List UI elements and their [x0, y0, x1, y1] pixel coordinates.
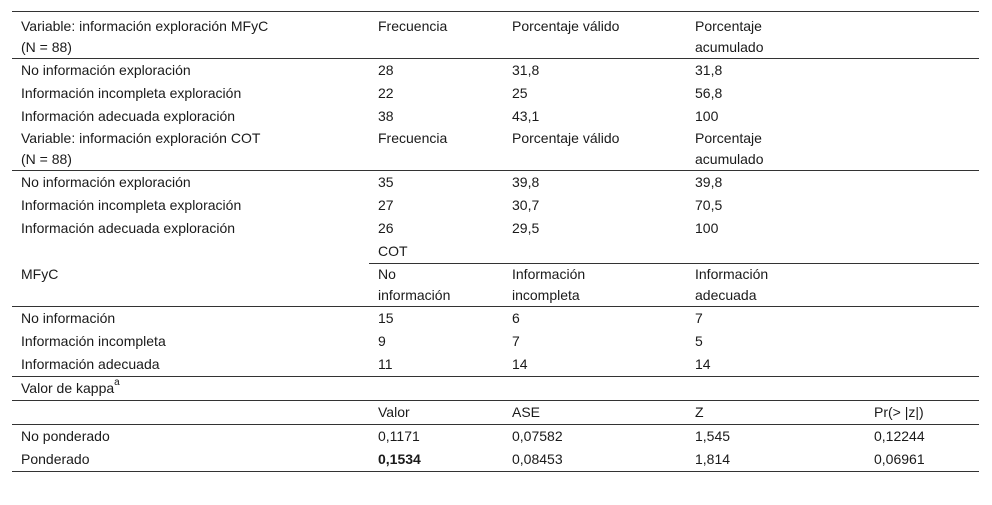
table2-variable-label: Variable: información exploración COT (N = 88): [12, 128, 369, 171]
row-label: Información adecuada exploración: [21, 220, 236, 236]
cell-valid-percent: 30,7: [512, 197, 540, 213]
cell-cumulative-percent: 31,8: [695, 62, 723, 78]
cell-valid-percent: 25: [512, 85, 528, 101]
table1-col-valid-percent: Porcentaje válido: [503, 12, 686, 59]
table1-col-cumulative-percent: Porcentaje acumulado: [686, 12, 865, 59]
table-row: [12, 82, 979, 105]
table-row: [12, 425, 979, 449]
kappa-title-row: [12, 377, 979, 401]
row-label: Ponderado: [12, 448, 369, 472]
cell-value: 9: [378, 333, 386, 349]
cell-valid-percent: 31,8: [512, 62, 540, 78]
cell-value: 5: [695, 333, 703, 349]
crosstab-col-incomplete: Información incompleta: [503, 264, 686, 307]
table1-header-row: [12, 12, 979, 59]
table-row: [12, 171, 979, 195]
cell-ase: 0,07582: [512, 428, 563, 444]
cell-frequency: 35: [378, 174, 394, 190]
cell-z: 1,545: [695, 428, 731, 444]
table-row: [12, 105, 979, 128]
cell-value: 15: [378, 310, 394, 326]
kappa-header-row: [12, 401, 979, 425]
cell-cumulative-percent: 39,8: [695, 174, 723, 190]
cell-cumulative-percent: 70,5: [695, 197, 723, 213]
cell-value: 14: [512, 356, 528, 372]
cell-cumulative-percent: 56,8: [695, 85, 723, 101]
table2-col-frequency: Frecuencia: [369, 128, 503, 171]
row-label: Información incompleta exploración: [21, 85, 242, 101]
cell-value: 0,1534: [369, 448, 503, 472]
cell-valid-percent: 43,1: [512, 108, 540, 124]
cell-value: 11: [378, 356, 393, 372]
cell-frequency: 27: [378, 197, 394, 213]
row-label: Información adecuada exploración: [21, 108, 236, 124]
cell-valid-percent: 39,8: [512, 174, 540, 190]
table-row: [12, 307, 979, 331]
cell-frequency: 38: [378, 108, 394, 124]
table1-col-frequency: Frecuencia: [369, 12, 503, 59]
cell-valid-percent: 29,5: [512, 220, 540, 236]
kappa-col-ase: ASE: [503, 401, 686, 425]
cell-value: 6: [512, 310, 520, 326]
kappa-col-z: Z: [686, 401, 865, 425]
cell-z: 1,814: [686, 448, 865, 472]
table-row: [12, 448, 979, 472]
row-label: No información: [21, 310, 116, 326]
cell-frequency: 26: [378, 220, 394, 236]
row-label: No ponderado: [21, 428, 110, 444]
cell-value: 14: [695, 356, 711, 372]
table-row: [12, 330, 979, 353]
row-label: Información adecuada: [21, 356, 160, 372]
table2-header-row: [12, 128, 979, 171]
kappa-col-p: Pr(> |z|): [865, 401, 979, 425]
kappa-col-value: Valor: [369, 401, 503, 425]
cell-value: 7: [512, 333, 520, 349]
table-row: [12, 217, 979, 240]
row-label: Información incompleta exploración: [21, 197, 242, 213]
cell-p: 0,12244: [874, 428, 925, 444]
cell-p: 0,06961: [865, 448, 979, 472]
table1-variable-label: Variable: información exploración MFyC (N = 88): [12, 12, 369, 59]
cell-value: 7: [695, 310, 703, 326]
cell-value: 0,1171: [378, 428, 420, 444]
kappa-title: Valor de kappa$^a$: [12, 377, 979, 401]
crosstab-group-row: [12, 240, 979, 264]
crosstab-col-group-label: COT: [369, 240, 979, 264]
crosstab-col-adequate: Información adecuada: [686, 264, 865, 307]
cell-ase: 0,08453: [503, 448, 686, 472]
crosstab-row-group-label: MFyC: [12, 264, 369, 307]
table2-col-cumulative-percent: Porcentaje acumulado: [686, 128, 865, 171]
cell-cumulative-percent: 100: [695, 220, 719, 236]
table-row: [12, 59, 979, 83]
crosstab-col-no-info: No información: [369, 264, 503, 307]
table-row: [12, 353, 979, 377]
crosstab-header-row: [12, 264, 979, 307]
row-label: Información incompleta: [21, 333, 166, 349]
table-row: [12, 194, 979, 217]
cell-frequency: 28: [378, 62, 394, 78]
table2-col-valid-percent: Porcentaje válido: [503, 128, 686, 171]
cell-frequency: 22: [378, 85, 394, 101]
row-label: No información exploración: [21, 62, 191, 78]
row-label: No información exploración: [21, 174, 191, 190]
kappa-results-table: [12, 11, 979, 472]
cell-cumulative-percent: 100: [695, 108, 719, 124]
